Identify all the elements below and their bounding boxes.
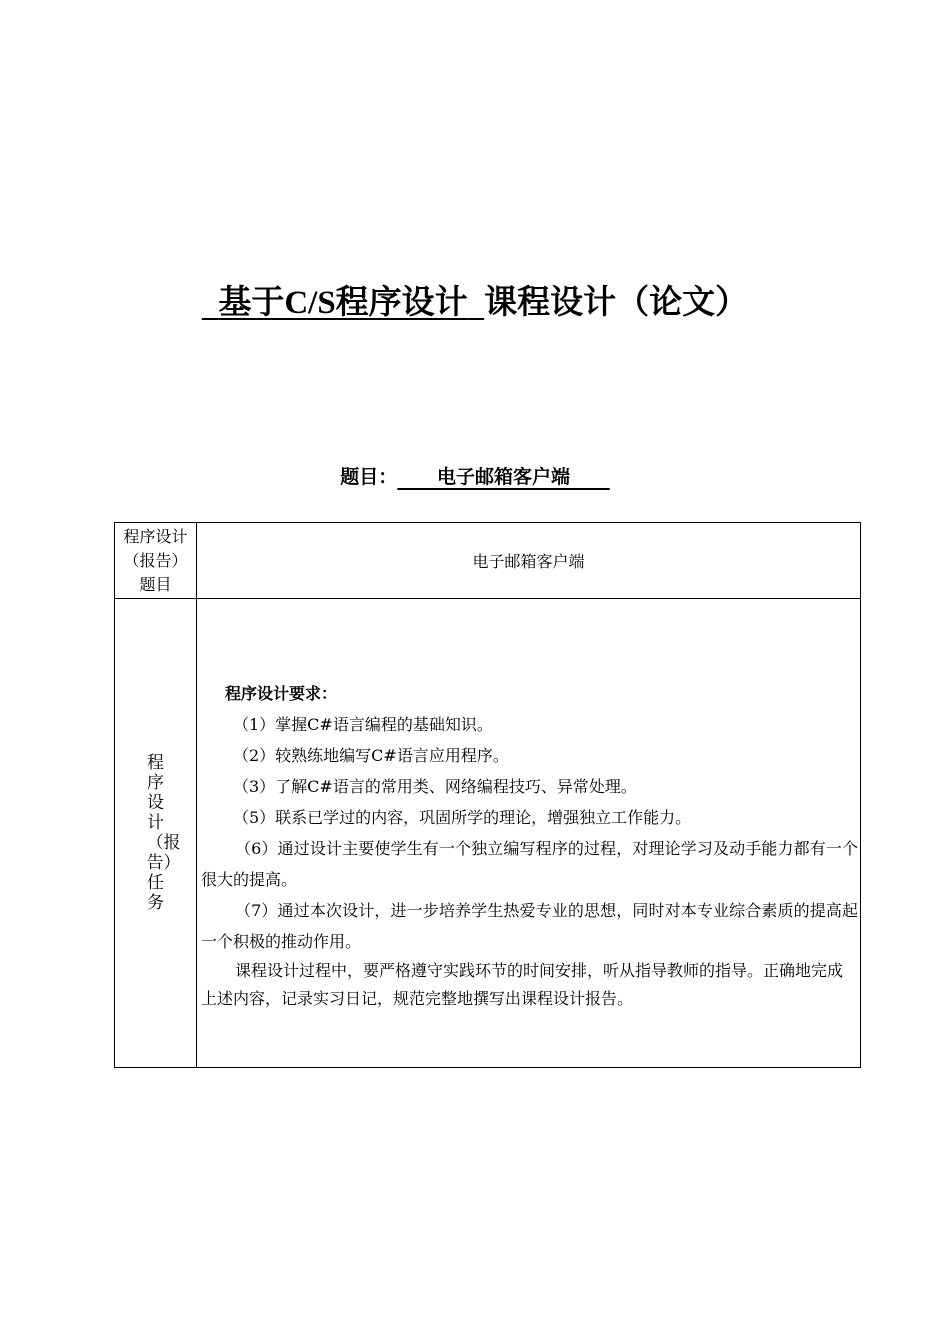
task-label-vertical: 程序设计（报告）任务	[146, 753, 181, 913]
topic-value-cell: 电子邮箱客户端	[197, 523, 861, 599]
task-label-cell	[115, 599, 197, 1068]
table-row-task	[115, 599, 861, 1068]
topic-label-line-2: （报告）	[123, 550, 188, 570]
title-underlined-part: 基于C/S程序设计	[218, 285, 468, 321]
task-content-cell	[197, 599, 861, 1068]
subject-label: 题目：	[340, 466, 398, 488]
requirement-item-1: （1）掌握C#语言编程的基础知识。	[233, 714, 493, 734]
subject-line	[0, 462, 950, 489]
document-title	[0, 276, 950, 323]
topic-label-line-3: 题目	[139, 574, 172, 594]
design-task-table	[114, 522, 861, 1068]
requirement-item-2: （2）较熟练地编写C#语言应用程序。	[233, 745, 509, 765]
requirement-item-7: （7）通过本次设计，进一步培养学生热爱专业的思想，同时对本专业综合素质的提高起一个积极的推动作用。	[201, 900, 858, 951]
topic-label-line-1: 程序设计	[123, 526, 188, 546]
table-row-topic	[115, 523, 861, 599]
topic-label-cell	[115, 523, 197, 599]
requirement-item-6: （6）通过设计主要使学生有一个独立编写程序的过程，对理论学习及动手能力都有一个很大的提高。	[201, 838, 858, 889]
requirements-heading: 程序设计要求：	[225, 683, 338, 703]
requirement-summary: 课程设计过程中，要严格遵守实践环节的时间安排，听从指导教师的指导。正确地完成上述内容，记录实习日记，规范完整地撰写出课程设计报告。	[201, 960, 844, 1008]
requirement-item-3: （3）了解C#语言的常用类、网络编程技巧、异常处理。	[233, 776, 637, 796]
title-rest: 课程设计（论文）	[484, 285, 749, 321]
subject-value: 电子邮箱客户端	[437, 466, 571, 488]
requirement-item-5: （5）联系已学过的内容，巩固所学的理论，增强独立工作能力。	[233, 807, 692, 827]
